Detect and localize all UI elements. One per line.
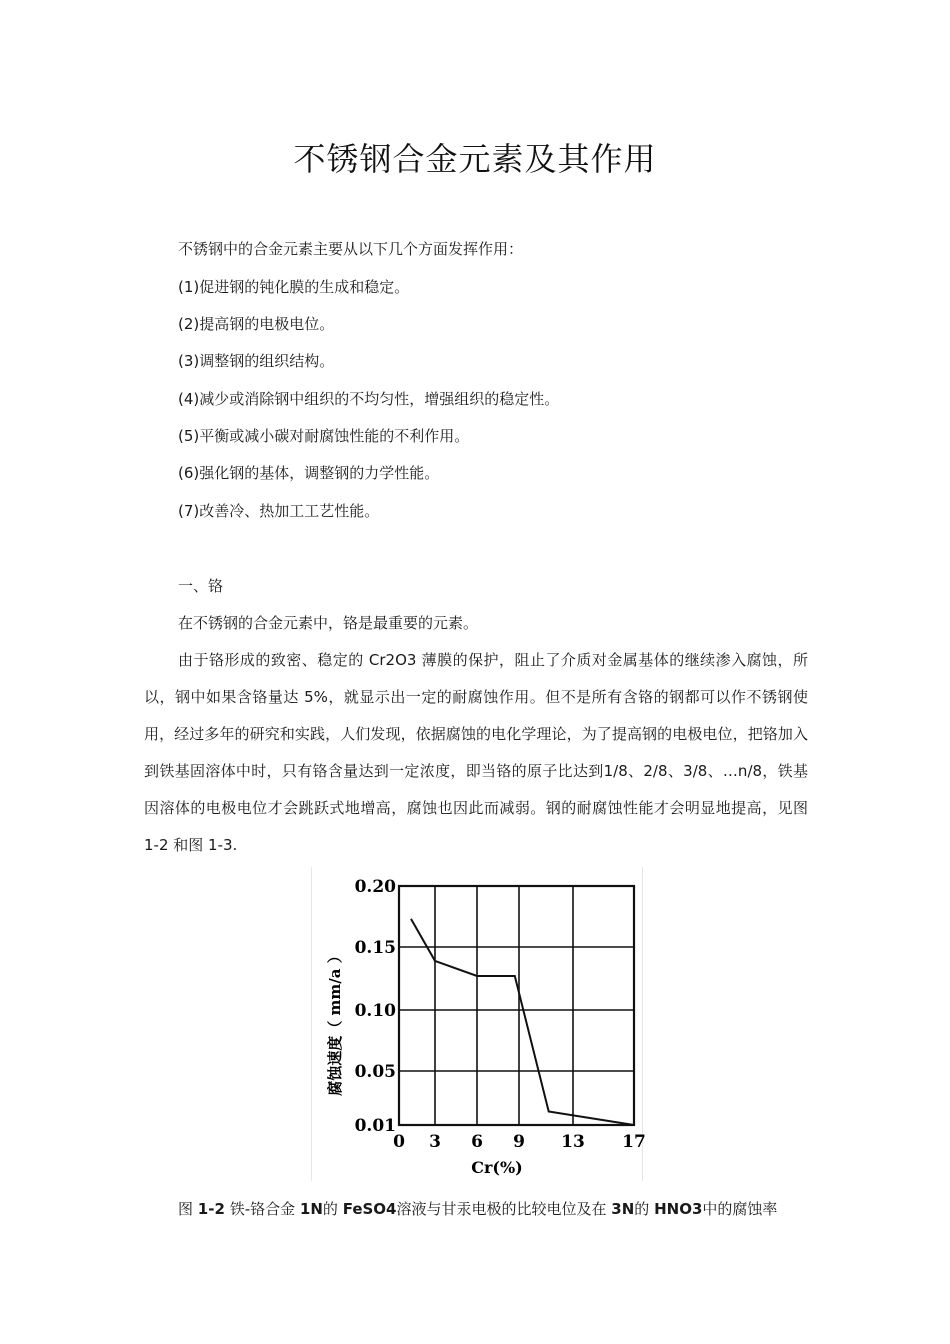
caption-text: 的 — [322, 1200, 338, 1218]
list-item: (7)改善冷、热加工工艺性能。 — [178, 502, 380, 520]
caption-figure-number: 1-2 — [197, 1200, 225, 1218]
x-tick-label: 3 — [429, 1132, 441, 1152]
y-tick-label: 0.01 — [354, 1116, 396, 1136]
caption-label: 图 — [178, 1200, 194, 1218]
caption-text: 溶液与甘汞电极的比较电位及在 — [396, 1200, 607, 1218]
x-tick-label: 17 — [622, 1132, 646, 1152]
figure-chart — [311, 867, 646, 1181]
series-line — [411, 919, 634, 1125]
caption-text: 中的腐蚀率 — [702, 1200, 778, 1218]
x-tick-label: 6 — [471, 1132, 483, 1152]
intro-text: 不锈钢中的合金元素主要从以下几个方面发挥作用： — [178, 240, 524, 258]
y-tick-label: 0.10 — [354, 1001, 396, 1021]
list-item: (1)促进钢的钝化膜的生成和稳定。 — [178, 278, 410, 296]
caption-text: 的 — [634, 1200, 650, 1218]
x-tick-label: 9 — [513, 1132, 525, 1152]
list-item: (3)调整钢的组织结构。 — [178, 352, 335, 370]
list-item: (5)平衡或减小碳对耐腐蚀性能的不利作用。 — [178, 427, 470, 445]
paragraph: 由于铬形成的致密、稳定的 Cr2O3 薄膜的保护，阻止了介质对金属基体的继续渗入腐蚀，所以，钢中如果含铬量达 5%，就显示出一定的耐腐蚀作用。但不是所有含铬的钢都可以作不锈钢使用，经过多年的研究和实践，人们发现，依据腐蚀的电化学理论，为了提高钢的电极电位，把铬加入到铁基固溶体中时，只有铬含量达到一定浓度，即当铬的原子比达到1/8、2/8、3/8、…n/8，铁基因溶体的电极电位才会跳跃式地增高，腐蚀也因此而减弱。钢的耐腐蚀性能才会明显地提高，见图 1-2 和图 1-3. — [144, 651, 808, 854]
y-axis-label: 腐蚀速度（ mm/a ） — [326, 948, 344, 1096]
caption-bold: HNO3 — [654, 1200, 703, 1218]
x-tick-label: 0 — [393, 1132, 405, 1152]
caption-bold: 1N — [299, 1200, 323, 1218]
list-item: (4)减少或消除钢中组织的不均匀性，增强组织的稳定性。 — [178, 390, 560, 408]
caption-text: 铁-铬合金 — [229, 1200, 296, 1218]
document-title: 不锈钢合金元素及其作用 — [293, 140, 657, 178]
section-heading: 一、铬 — [178, 577, 224, 595]
corrosion-rate-chart — [312, 867, 646, 1181]
x-axis-label: Cr(%) — [471, 1158, 523, 1177]
figure-caption — [178, 1198, 777, 1219]
y-tick-label: 0.20 — [354, 877, 396, 897]
y-tick-label: 0.05 — [354, 1062, 396, 1082]
y-tick-label: 0.15 — [354, 938, 396, 958]
paragraph: 在不锈钢的合金元素中，铬是最重要的元素。 — [178, 614, 479, 632]
x-tick-label: 13 — [561, 1132, 585, 1152]
list-item: (2)提高钢的电极电位。 — [178, 315, 335, 333]
list-item: (6)强化钢的基体，调整钢的力学性能。 — [178, 464, 440, 482]
caption-bold: FeSO4 — [342, 1200, 397, 1218]
caption-bold: 3N — [611, 1200, 635, 1218]
